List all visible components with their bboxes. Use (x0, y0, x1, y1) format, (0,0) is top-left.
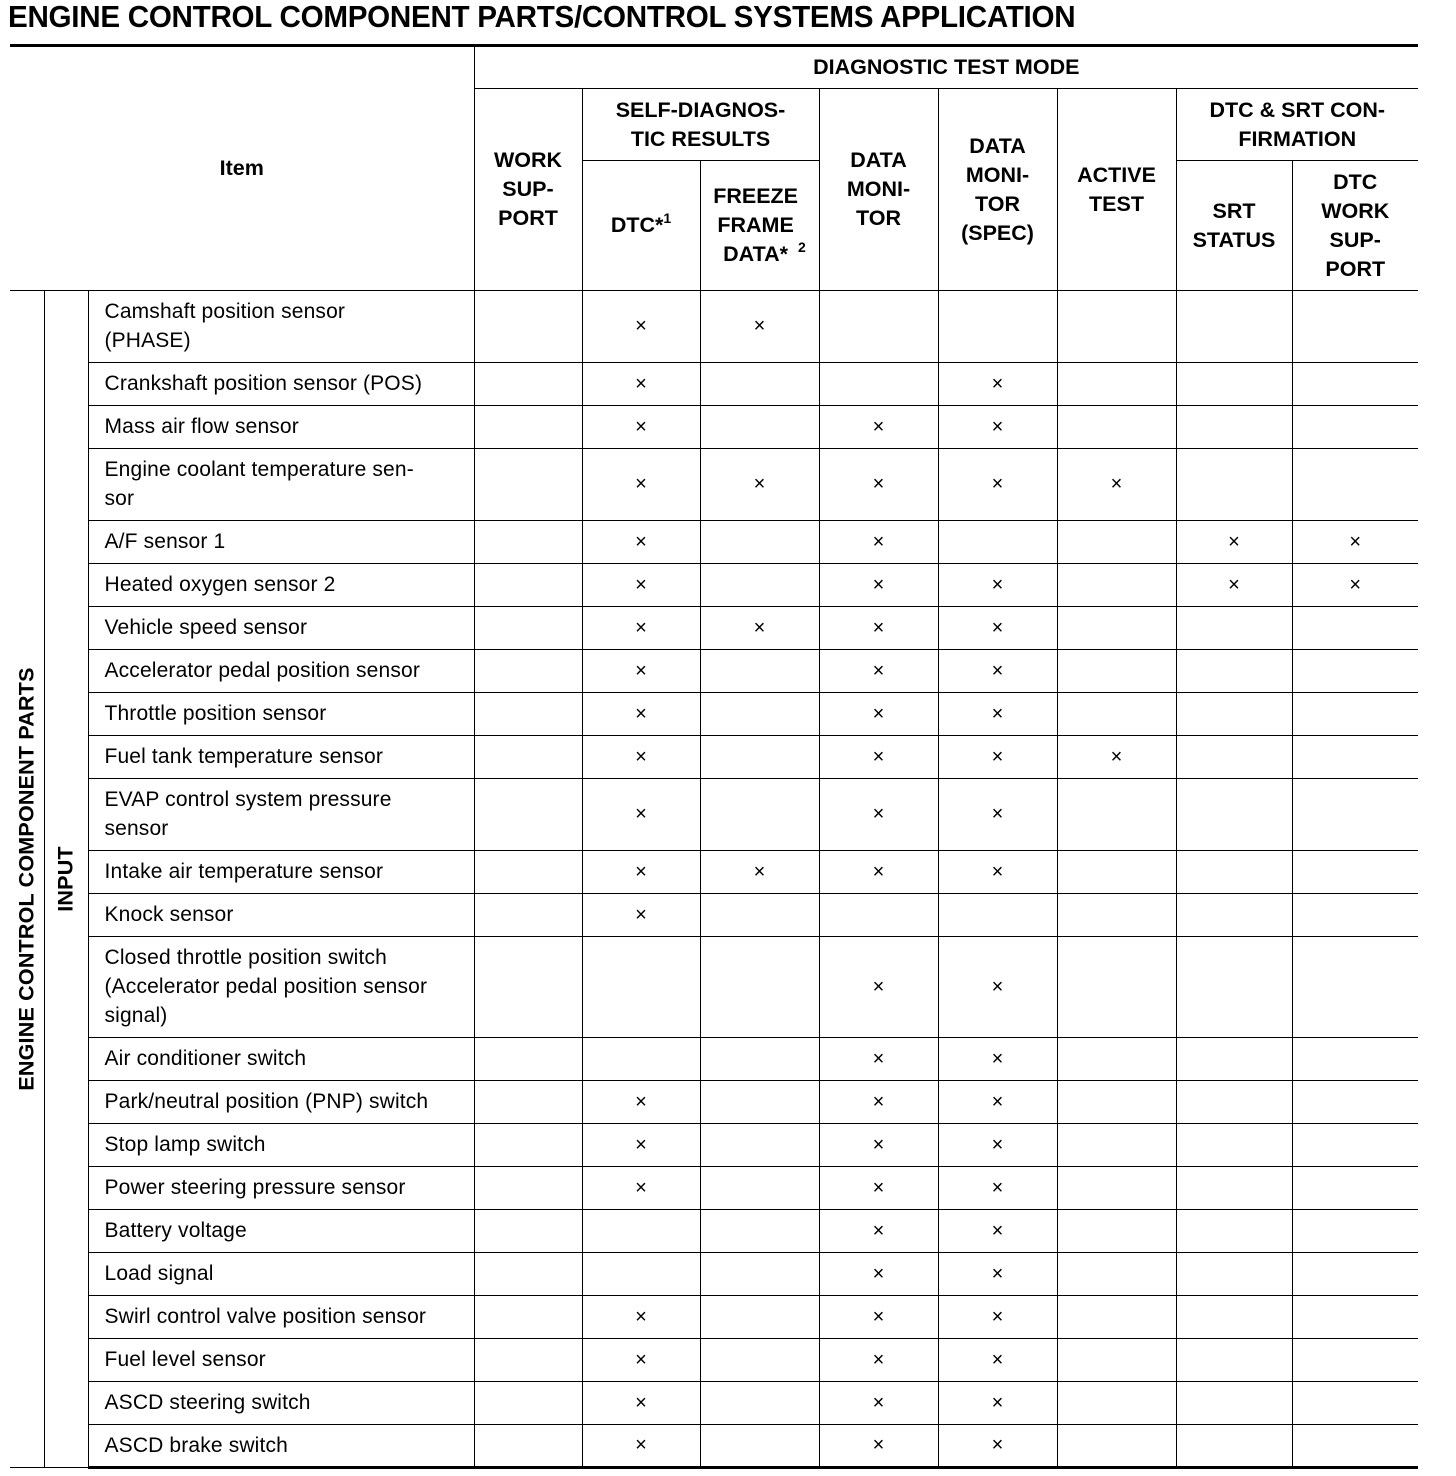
mark-cell-dtc: × (582, 1382, 700, 1425)
mark-cell-freeze-frame (700, 1081, 819, 1124)
mark-cell-dtc-work-support (1292, 894, 1418, 937)
mark-cell-data-monitor: × (819, 564, 938, 607)
mark-cell-data-monitor-spec: × (938, 363, 1057, 406)
header-active-test: ACTIVE TEST (1057, 89, 1176, 291)
mark-cell-dtc (582, 1210, 700, 1253)
table-row (10, 693, 1418, 736)
mark-cell-data-monitor-spec: × (938, 1296, 1057, 1339)
mark-cell-srt-status (1176, 894, 1292, 937)
mark-cell-active-test (1057, 1167, 1176, 1210)
mark-cell-dtc (582, 1253, 700, 1296)
mark-cell-srt-status (1176, 1382, 1292, 1425)
table-row (10, 1253, 1418, 1296)
application-table (10, 44, 1418, 1469)
mark-cell-dtc-work-support: × (1292, 521, 1418, 564)
mark-cell-srt-status (1176, 1339, 1292, 1382)
mark-cell-work-support (474, 894, 582, 937)
item-name: A/F sensor 1 (88, 521, 474, 564)
mark-cell-dtc-work-support: × (1292, 564, 1418, 607)
table-row (10, 607, 1418, 650)
item-name: Mass air flow sensor (88, 406, 474, 449)
mark-cell-data-monitor-spec: × (938, 1253, 1057, 1296)
subcategory-cell (44, 291, 88, 1468)
header-item: Item (10, 46, 474, 291)
mark-cell-dtc: × (582, 779, 700, 851)
table-row (10, 406, 1418, 449)
mark-cell-data-monitor-spec: × (938, 1210, 1057, 1253)
mark-cell-work-support (474, 291, 582, 363)
mark-cell-data-monitor: × (819, 1425, 938, 1468)
mark-cell-data-monitor: × (819, 851, 938, 894)
mark-cell-srt-status (1176, 1210, 1292, 1253)
mark-cell-active-test (1057, 1124, 1176, 1167)
mark-cell-data-monitor-spec: × (938, 779, 1057, 851)
mark-cell-dtc-work-support (1292, 1124, 1418, 1167)
mark-cell-data-monitor: × (819, 779, 938, 851)
table-row (10, 1296, 1418, 1339)
mark-cell-active-test (1057, 1382, 1176, 1425)
mark-cell-freeze-frame: × (700, 291, 819, 363)
header-data-monitor: DATA MONI- TOR (819, 89, 938, 291)
header-dtc: DTC*$^1$ (582, 161, 700, 291)
mark-cell-data-monitor-spec: × (938, 1167, 1057, 1210)
table-row (10, 1081, 1418, 1124)
mark-cell-freeze-frame (700, 1253, 819, 1296)
mark-cell-srt-status (1176, 449, 1292, 521)
mark-cell-active-test (1057, 894, 1176, 937)
item-name: Accelerator pedal position sensor (88, 650, 474, 693)
mark-cell-active-test (1057, 1210, 1176, 1253)
table-row (10, 1210, 1418, 1253)
mark-cell-dtc-work-support (1292, 736, 1418, 779)
mark-cell-data-monitor-spec: × (938, 1081, 1057, 1124)
mark-cell-data-monitor-spec: × (938, 449, 1057, 521)
mark-cell-dtc-work-support (1292, 449, 1418, 521)
mark-cell-dtc: × (582, 521, 700, 564)
table-row (10, 937, 1418, 1038)
item-name: Engine coolant temperature sen- sor (88, 449, 474, 521)
mark-cell-work-support (474, 736, 582, 779)
table-row (10, 363, 1418, 406)
mark-cell-active-test (1057, 937, 1176, 1038)
mark-cell-active-test (1057, 363, 1176, 406)
mark-cell-work-support (474, 521, 582, 564)
mark-cell-dtc: × (582, 607, 700, 650)
mark-cell-dtc: × (582, 736, 700, 779)
mark-cell-work-support (474, 1296, 582, 1339)
mark-cell-dtc-work-support (1292, 1038, 1418, 1081)
mark-cell-data-monitor: × (819, 1382, 938, 1425)
table-row (10, 521, 1418, 564)
mark-cell-data-monitor-spec: × (938, 564, 1057, 607)
header-srt-status: SRT STATUS (1176, 161, 1292, 291)
mark-cell-data-monitor: × (819, 406, 938, 449)
mark-cell-dtc: × (582, 693, 700, 736)
mark-cell-freeze-frame (700, 406, 819, 449)
mark-cell-dtc-work-support (1292, 363, 1418, 406)
item-name: Vehicle speed sensor (88, 607, 474, 650)
mark-cell-work-support (474, 1425, 582, 1468)
mark-cell-dtc-work-support (1292, 1253, 1418, 1296)
mark-cell-work-support (474, 779, 582, 851)
header-freeze-frame-data: FREEZE FRAME DATA* $^2$ (700, 161, 819, 291)
mark-cell-data-monitor: × (819, 1210, 938, 1253)
mark-cell-srt-status (1176, 1425, 1292, 1468)
mark-cell-freeze-frame (700, 1210, 819, 1253)
table-row (10, 1124, 1418, 1167)
mark-cell-data-monitor: × (819, 1296, 938, 1339)
mark-cell-freeze-frame (700, 894, 819, 937)
mark-cell-work-support (474, 449, 582, 521)
item-name: Stop lamp switch (88, 1124, 474, 1167)
mark-cell-data-monitor: × (819, 736, 938, 779)
mark-cell-active-test: × (1057, 449, 1176, 521)
table-row (10, 291, 1418, 363)
item-name: Swirl control valve position sensor (88, 1296, 474, 1339)
item-name: Intake air temperature sensor (88, 851, 474, 894)
mark-cell-freeze-frame (700, 1339, 819, 1382)
mark-cell-data-monitor-spec: × (938, 650, 1057, 693)
item-name: Camshaft position sensor (PHASE) (88, 291, 474, 363)
mark-cell-work-support (474, 1167, 582, 1210)
item-name: Crankshaft position sensor (POS) (88, 363, 474, 406)
mark-cell-freeze-frame (700, 693, 819, 736)
mark-cell-srt-status (1176, 1296, 1292, 1339)
mark-cell-active-test (1057, 779, 1176, 851)
mark-cell-freeze-frame (700, 1382, 819, 1425)
item-name: Closed throttle position switch (Accelerator pedal position sensor signal) (88, 937, 474, 1038)
item-name: Fuel tank temperature sensor (88, 736, 474, 779)
mark-cell-data-monitor-spec: × (938, 1425, 1057, 1468)
header-diagnostic-test-mode: DIAGNOSTIC TEST MODE (474, 46, 1418, 89)
mark-cell-active-test (1057, 1425, 1176, 1468)
table-row (10, 1382, 1418, 1425)
mark-cell-dtc-work-support (1292, 937, 1418, 1038)
table-row (10, 449, 1418, 521)
mark-cell-dtc: × (582, 564, 700, 607)
mark-cell-active-test (1057, 1296, 1176, 1339)
mark-cell-active-test (1057, 564, 1176, 607)
table-row (10, 1425, 1418, 1468)
mark-cell-data-monitor: × (819, 1038, 938, 1081)
item-name: Load signal (88, 1253, 474, 1296)
mark-cell-dtc: × (582, 291, 700, 363)
header-work-support: WORK SUP- PORT (474, 89, 582, 291)
mark-cell-freeze-frame (700, 937, 819, 1038)
table-row (10, 1167, 1418, 1210)
mark-cell-work-support (474, 1210, 582, 1253)
mark-cell-active-test: × (1057, 736, 1176, 779)
mark-cell-srt-status (1176, 607, 1292, 650)
mark-cell-data-monitor-spec (938, 521, 1057, 564)
mark-cell-srt-status (1176, 650, 1292, 693)
mark-cell-dtc-work-support (1292, 1167, 1418, 1210)
mark-cell-dtc: × (582, 449, 700, 521)
mark-cell-freeze-frame (700, 1167, 819, 1210)
mark-cell-active-test (1057, 851, 1176, 894)
mark-cell-srt-status (1176, 291, 1292, 363)
mark-cell-dtc-work-support (1292, 607, 1418, 650)
mark-cell-data-monitor-spec: × (938, 693, 1057, 736)
mark-cell-active-test (1057, 693, 1176, 736)
header-data-monitor-spec: DATA MONI- TOR (SPEC) (938, 89, 1057, 291)
mark-cell-work-support (474, 1382, 582, 1425)
mark-cell-dtc: × (582, 1124, 700, 1167)
item-name: Power steering pressure sensor (88, 1167, 474, 1210)
mark-cell-data-monitor-spec: × (938, 1038, 1057, 1081)
mark-cell-dtc-work-support (1292, 851, 1418, 894)
mark-cell-freeze-frame (700, 736, 819, 779)
mark-cell-freeze-frame (700, 1296, 819, 1339)
mark-cell-dtc (582, 1038, 700, 1081)
mark-cell-work-support (474, 363, 582, 406)
mark-cell-srt-status (1176, 779, 1292, 851)
mark-cell-active-test (1057, 291, 1176, 363)
mark-cell-work-support (474, 607, 582, 650)
category-cell (10, 291, 44, 1468)
item-name: Fuel level sensor (88, 1339, 474, 1382)
mark-cell-freeze-frame (700, 1425, 819, 1468)
mark-cell-data-monitor: × (819, 937, 938, 1038)
mark-cell-data-monitor-spec: × (938, 1124, 1057, 1167)
mark-cell-work-support (474, 650, 582, 693)
mark-cell-data-monitor: × (819, 521, 938, 564)
mark-cell-work-support (474, 1339, 582, 1382)
mark-cell-srt-status (1176, 363, 1292, 406)
mark-cell-data-monitor (819, 291, 938, 363)
mark-cell-active-test (1057, 650, 1176, 693)
mark-cell-work-support (474, 1081, 582, 1124)
mark-cell-freeze-frame (700, 1124, 819, 1167)
mark-cell-data-monitor: × (819, 449, 938, 521)
item-name: Park/neutral position (PNP) switch (88, 1081, 474, 1124)
mark-cell-srt-status (1176, 937, 1292, 1038)
mark-cell-freeze-frame (700, 1038, 819, 1081)
mark-cell-data-monitor-spec (938, 291, 1057, 363)
mark-cell-dtc-work-support (1292, 779, 1418, 851)
item-name: Air conditioner switch (88, 1038, 474, 1081)
mark-cell-srt-status (1176, 1124, 1292, 1167)
mark-cell-work-support (474, 406, 582, 449)
mark-cell-dtc-work-support (1292, 650, 1418, 693)
item-name: ASCD steering switch (88, 1382, 474, 1425)
mark-cell-freeze-frame (700, 521, 819, 564)
mark-cell-dtc: × (582, 406, 700, 449)
mark-cell-active-test (1057, 1081, 1176, 1124)
item-name: Throttle position sensor (88, 693, 474, 736)
mark-cell-srt-status (1176, 851, 1292, 894)
mark-cell-data-monitor-spec: × (938, 937, 1057, 1038)
mark-cell-srt-status (1176, 406, 1292, 449)
mark-cell-data-monitor: × (819, 1339, 938, 1382)
mark-cell-srt-status (1176, 1081, 1292, 1124)
mark-cell-work-support (474, 851, 582, 894)
mark-cell-freeze-frame: × (700, 851, 819, 894)
mark-cell-dtc-work-support (1292, 1382, 1418, 1425)
mark-cell-data-monitor: × (819, 650, 938, 693)
table-row (10, 779, 1418, 851)
item-name: Knock sensor (88, 894, 474, 937)
table-row (10, 650, 1418, 693)
item-name: Battery voltage (88, 1210, 474, 1253)
mark-cell-dtc-work-support (1292, 406, 1418, 449)
mark-cell-dtc-work-support (1292, 1210, 1418, 1253)
mark-cell-dtc-work-support (1292, 1081, 1418, 1124)
table-row (10, 1038, 1418, 1081)
mark-cell-dtc: × (582, 1425, 700, 1468)
mark-cell-freeze-frame (700, 650, 819, 693)
mark-cell-freeze-frame (700, 564, 819, 607)
mark-cell-dtc: × (582, 1339, 700, 1382)
mark-cell-work-support (474, 1124, 582, 1167)
subcategory-label: INPUT (53, 846, 78, 912)
mark-cell-data-monitor: × (819, 693, 938, 736)
mark-cell-srt-status (1176, 1253, 1292, 1296)
mark-cell-data-monitor (819, 363, 938, 406)
mark-cell-dtc-work-support (1292, 291, 1418, 363)
mark-cell-dtc: × (582, 650, 700, 693)
mark-cell-work-support (474, 1253, 582, 1296)
mark-cell-freeze-frame (700, 363, 819, 406)
mark-cell-data-monitor-spec: × (938, 1382, 1057, 1425)
mark-cell-dtc-work-support (1292, 1425, 1418, 1468)
item-name: Heated oxygen sensor 2 (88, 564, 474, 607)
mark-cell-dtc: × (582, 1167, 700, 1210)
mark-cell-dtc: × (582, 851, 700, 894)
mark-cell-srt-status (1176, 1038, 1292, 1081)
mark-cell-dtc: × (582, 1296, 700, 1339)
mark-cell-data-monitor-spec: × (938, 1339, 1057, 1382)
header-self-diagnostic-results: SELF-DIAGNOS- TIC RESULTS (582, 89, 819, 161)
table-row (10, 1339, 1418, 1382)
mark-cell-srt-status: × (1176, 521, 1292, 564)
header-dtc-srt-confirmation: DTC & SRT CON- FIRMATION (1176, 89, 1418, 161)
table-row (10, 851, 1418, 894)
mark-cell-data-monitor: × (819, 1253, 938, 1296)
mark-cell-data-monitor-spec: × (938, 406, 1057, 449)
mark-cell-dtc: × (582, 894, 700, 937)
item-name: ASCD brake switch (88, 1425, 474, 1468)
mark-cell-active-test (1057, 521, 1176, 564)
mark-cell-srt-status (1176, 736, 1292, 779)
table-row (10, 894, 1418, 937)
mark-cell-freeze-frame (700, 779, 819, 851)
header-dtc-work-support: DTC WORK SUP- PORT (1292, 161, 1418, 291)
mark-cell-work-support (474, 693, 582, 736)
table-row (10, 736, 1418, 779)
mark-cell-active-test (1057, 1253, 1176, 1296)
mark-cell-data-monitor-spec: × (938, 851, 1057, 894)
mark-cell-active-test (1057, 1038, 1176, 1081)
mark-cell-srt-status (1176, 693, 1292, 736)
mark-cell-data-monitor-spec (938, 894, 1057, 937)
mark-cell-data-monitor-spec: × (938, 736, 1057, 779)
page-title: ENGINE CONTROL COMPONENT PARTS/CONTROL SYSTEMS APPLICATION (8, 0, 1076, 34)
mark-cell-dtc (582, 937, 700, 1038)
mark-cell-freeze-frame: × (700, 607, 819, 650)
mark-cell-dtc: × (582, 363, 700, 406)
mark-cell-srt-status: × (1176, 564, 1292, 607)
category-label: ENGINE CONTROL COMPONENT PARTS (14, 667, 39, 1091)
mark-cell-data-monitor: × (819, 1124, 938, 1167)
mark-cell-active-test (1057, 607, 1176, 650)
mark-cell-data-monitor: × (819, 1167, 938, 1210)
mark-cell-dtc-work-support (1292, 693, 1418, 736)
mark-cell-data-monitor: × (819, 1081, 938, 1124)
mark-cell-dtc: × (582, 1081, 700, 1124)
mark-cell-work-support (474, 937, 582, 1038)
mark-cell-data-monitor (819, 894, 938, 937)
mark-cell-active-test (1057, 406, 1176, 449)
mark-cell-freeze-frame: × (700, 449, 819, 521)
mark-cell-active-test (1057, 1339, 1176, 1382)
mark-cell-work-support (474, 1038, 582, 1081)
item-name: EVAP control system pressure sensor (88, 779, 474, 851)
mark-cell-srt-status (1176, 1167, 1292, 1210)
mark-cell-dtc-work-support (1292, 1296, 1418, 1339)
table-row (10, 564, 1418, 607)
mark-cell-dtc-work-support (1292, 1339, 1418, 1382)
mark-cell-data-monitor: × (819, 607, 938, 650)
mark-cell-data-monitor-spec: × (938, 607, 1057, 650)
mark-cell-work-support (474, 564, 582, 607)
